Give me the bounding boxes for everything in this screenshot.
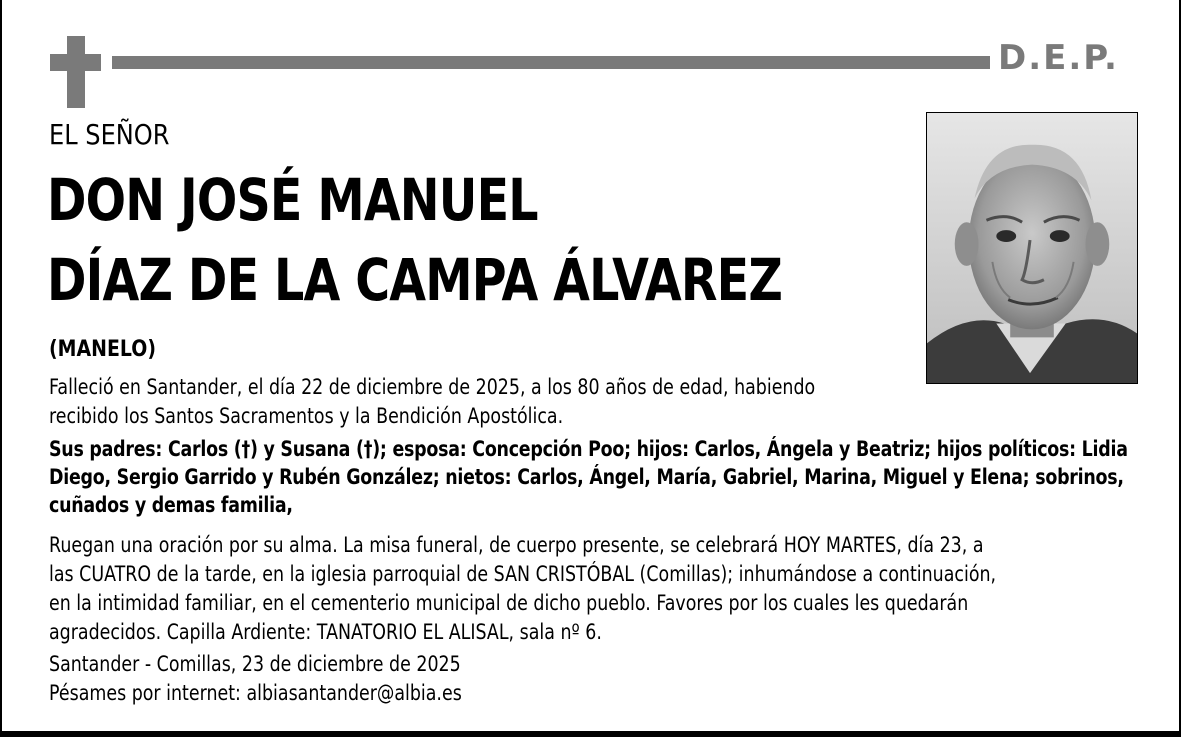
text-line: recibido los Santos Sacramentos y la Bendición Apostólica.	[49, 404, 564, 428]
honorific: EL SEÑOR	[49, 118, 170, 151]
text-line: agradecidos. Capilla Ardiente: TANATORIO EL ALISAL, sala nº 6.	[49, 620, 602, 644]
text-line: Diego, Sergio Garrido y Rubén González; nietos: Carlos, Ángel, María, Gabriel, Marina, Miguel y Elena; sobrinos,	[49, 465, 1124, 489]
funeral-details	[49, 531, 1132, 647]
portrait-photo	[926, 112, 1138, 384]
text-line: Sus padres: Carlos (†) y Susana (†); esposa: Concepción Poo; hijos: Carlos, Ángela y Beatriz; hijos políticos: Lidia	[49, 437, 1128, 461]
text-line: en la intimidad familiar, en el cementerio municipal de dicho pueblo. Favores por los cuales les quedarán	[49, 591, 969, 615]
place-date: Santander - Comillas, 23 de diciembre de 2025	[49, 652, 461, 676]
dep-mark: D.E.P.	[998, 38, 1119, 78]
text-line: Falleció en Santander, el día 22 de diciembre de 2025, a los 80 años de edad, habiendo	[49, 375, 816, 399]
text-line: las CUATRO de la tarde, en la iglesia parroquial de SAN CRISTÓBAL (Comillas); inhumándose a continuación,	[49, 562, 997, 586]
header-rule	[112, 56, 990, 69]
death-notice-text	[49, 373, 921, 431]
nickname: (MANELO)	[49, 337, 156, 362]
family-list	[49, 435, 1128, 519]
cross-icon	[67, 36, 85, 108]
portrait-image	[927, 113, 1137, 383]
cross-icon-bar	[50, 54, 101, 71]
closing-info	[49, 650, 796, 708]
condolences-email: Pésames por internet: albiasantander@albia.es	[49, 681, 462, 705]
deceased-name-line-2: DÍAZ DE LA CAMPA ÁLVAREZ	[47, 246, 782, 314]
text-line: cuñados y demas familia,	[49, 493, 293, 517]
deceased-name-line-1: DON JOSÉ MANUEL	[47, 166, 538, 234]
text-line: Ruegan una oración por su alma. La misa funeral, de cuerpo presente, se celebrará HOY MARTES, día 23, a	[49, 533, 984, 557]
